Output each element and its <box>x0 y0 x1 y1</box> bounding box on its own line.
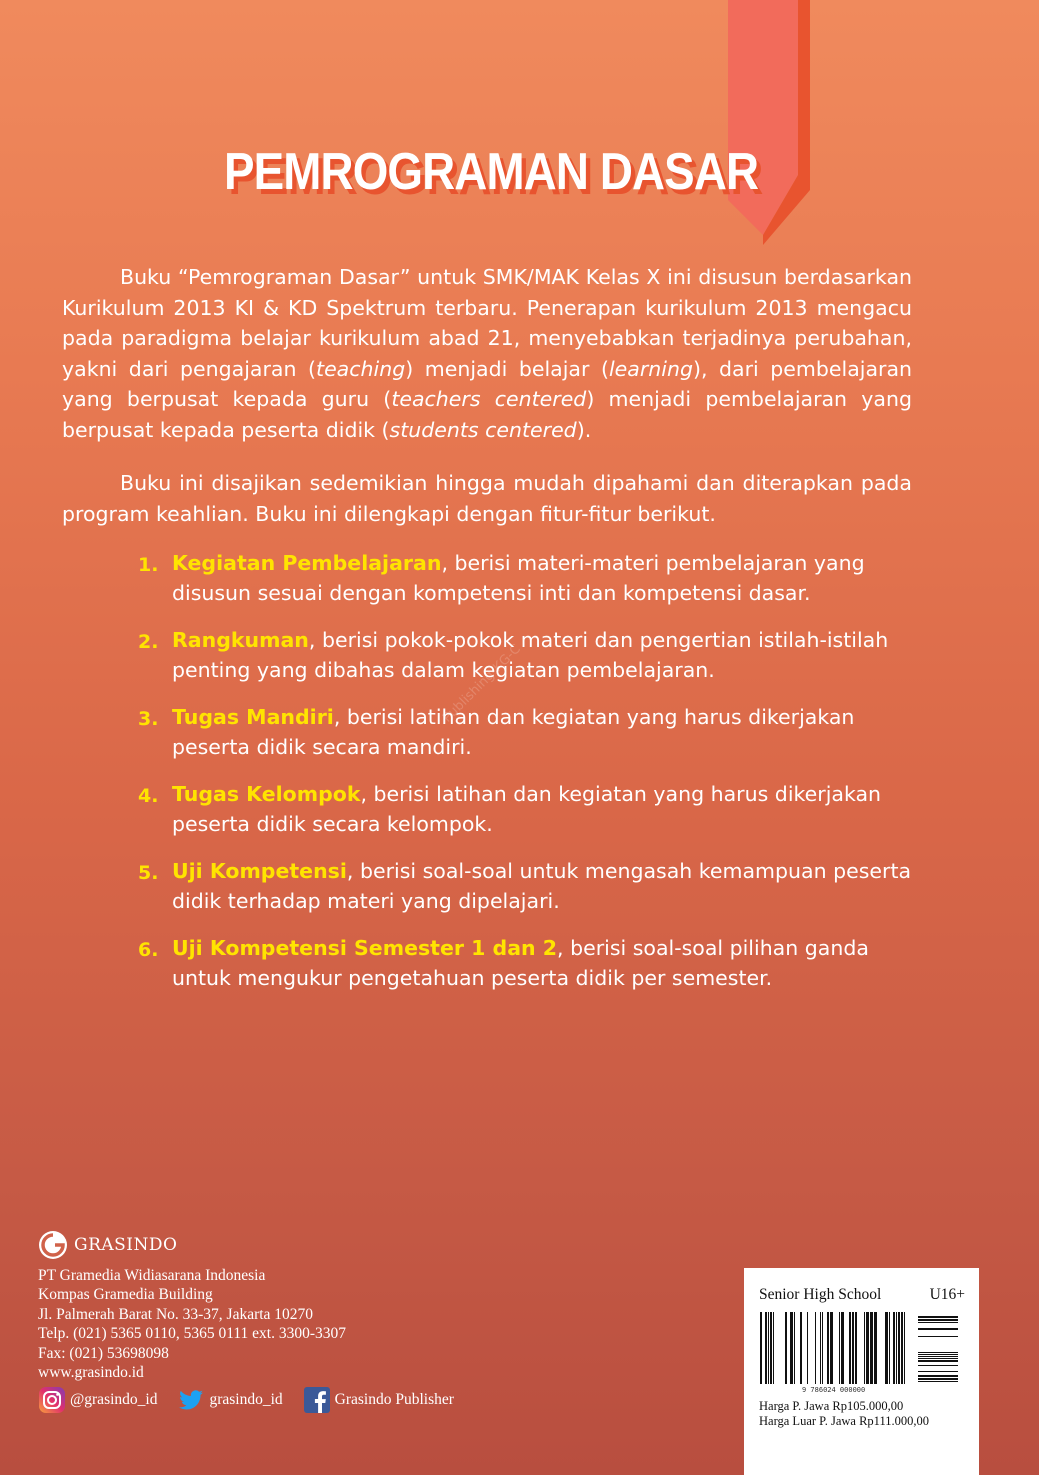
website-link[interactable]: www.grasindo.id <box>38 1364 144 1382</box>
twitter-handle: grasindo_id <box>209 1391 283 1408</box>
feature-name: Kegiatan Pembelajaran <box>172 551 442 575</box>
instagram-handle: @grasindo_id <box>70 1391 158 1408</box>
age-rating: U16+ <box>929 1286 965 1303</box>
feature-desc: , berisi pokok-pokok materi dan pengertian istilah-istilah penting yang dibahas dalam kegiatan pembelajaran. <box>172 628 889 682</box>
feature-name: Uji Kompetensi Semester 1 dan 2 <box>172 936 558 960</box>
feature-item: 5. Uji Kompetensi, berisi soal-soal untuk mengasah kemampuan peserta didik terhadap materi yang dipelajari. <box>138 859 912 913</box>
feature-item: 6. Uji Kompetensi Semester 1 dan 2, berisi soal-soal pilihan ganda untuk mengukur pengetahuan peserta didik per semester. <box>138 936 869 990</box>
feature-item: 3. Tugas Mandiri, berisi latihan dan kegiatan yang harus dikerjakan peserta didik secara mandiri. <box>138 705 855 759</box>
instagram-link[interactable] <box>38 1386 157 1414</box>
barcode-panel <box>744 1268 979 1475</box>
feature-item: 1. Kegiatan Pembelajaran, berisi materi-materi pembelajaran yang disusun sesuai dengan kompetensi inti dan kompetensi dasar. <box>138 551 865 605</box>
feature-list <box>138 548 918 1010</box>
publisher-brand <box>38 1230 177 1260</box>
watermark: Publishing-KG-C <box>440 641 524 726</box>
isbn-number: 9 786024 000000 <box>802 1386 866 1394</box>
facebook-icon <box>303 1386 331 1414</box>
publisher-address <box>38 1266 346 1382</box>
facebook-link[interactable] <box>303 1386 454 1414</box>
twitter-icon <box>177 1386 205 1414</box>
feature-desc: , berisi soal-soal untuk mengasah kemampuan peserta didik terhadap materi yang dipelajari. <box>172 859 912 913</box>
feature-name: Uji Kompetensi <box>172 859 347 883</box>
feature-desc: , berisi latihan dan kegiatan yang harus dikerjakan peserta didik secara kelompok. <box>172 782 882 836</box>
feature-desc: , berisi soal-soal pilihan ganda untuk mengukur pengetahuan peserta didik per semester. <box>172 936 869 990</box>
feature-desc: , berisi materi-materi pembelajaran yang disusun sesuai dengan kompetensi inti dan kompetensi dasar. <box>172 551 865 605</box>
isbn-barcode <box>760 1312 962 1384</box>
feature-desc: , berisi latihan dan kegiatan yang harus dikerjakan peserta didik secara mandiri. <box>172 705 855 759</box>
feature-item: 4. Tugas Kelompok, berisi latihan dan kegiatan yang harus dikerjakan peserta didik secara kelompok. <box>138 782 882 836</box>
twitter-link[interactable] <box>177 1386 282 1414</box>
instagram-icon <box>38 1386 66 1414</box>
barcode-header <box>759 1286 965 1304</box>
feature-name: Rangkuman <box>172 628 309 652</box>
school-level: Senior High School <box>759 1286 882 1303</box>
intro-paragraph-1: Buku “Pemrograman Dasar” untuk SMK/MAK Kelas X ini disusun berdasarkan Kurikulum 2013 KI & KD Spektrum terbaru. Penerapan kurikulum 2013 mengacu pada paradigma belajar kurikulum abad 21, menyebabkan terjadinya perubahan, yakni dari pengajaran (teaching) menjadi belajar (learning), dari pembelajaran yang berpusat kepada guru (teachers centered) menjadi pembelajaran yang berpusat kepada peserta didik (students centered). <box>62 265 912 442</box>
feature-item: 2. Rangkuman, berisi pokok-pokok materi dan pengertian istilah-istilah penting yang dibahas dalam kegiatan pembelajaran. <box>138 628 889 682</box>
brand-name: GRASINDO <box>74 1235 178 1255</box>
address-line: PT Gramedia Widiasarana Indonesia <box>38 1267 266 1284</box>
address-line: Jl. Palmerah Barat No. 33-37, Jakarta 10270 <box>38 1305 314 1323</box>
book-title: PEMROGRAMAN DASAR <box>224 143 759 201</box>
address-line: Kompas Gramedia Building <box>38 1286 213 1304</box>
price-java: Harga P. Jawa Rp105.000,00 <box>759 1399 904 1413</box>
feature-name: Tugas Kelompok <box>172 782 361 806</box>
social-links <box>38 1386 474 1414</box>
intro-paragraph-2: Buku ini disajikan sedemikian hingga mudah dipahami dan diterapkan pada program keahlian. Buku ini dilengkapi dengan fitur-fitur berikut. <box>62 471 912 526</box>
address-line: Telp. (021) 5365 0110, 5365 0111 ext. 3300-3307 <box>38 1325 347 1343</box>
bookmark-ribbon <box>728 0 810 250</box>
price-info <box>759 1399 929 1429</box>
grasindo-logo-icon <box>38 1230 68 1260</box>
address-line: Fax: (021) 53698098 <box>38 1344 169 1362</box>
feature-name: Tugas Mandiri <box>172 705 334 729</box>
facebook-page: Grasindo Publisher <box>334 1391 454 1408</box>
price-outside-java: Harga Luar P. Jawa Rp111.000,00 <box>759 1414 929 1428</box>
